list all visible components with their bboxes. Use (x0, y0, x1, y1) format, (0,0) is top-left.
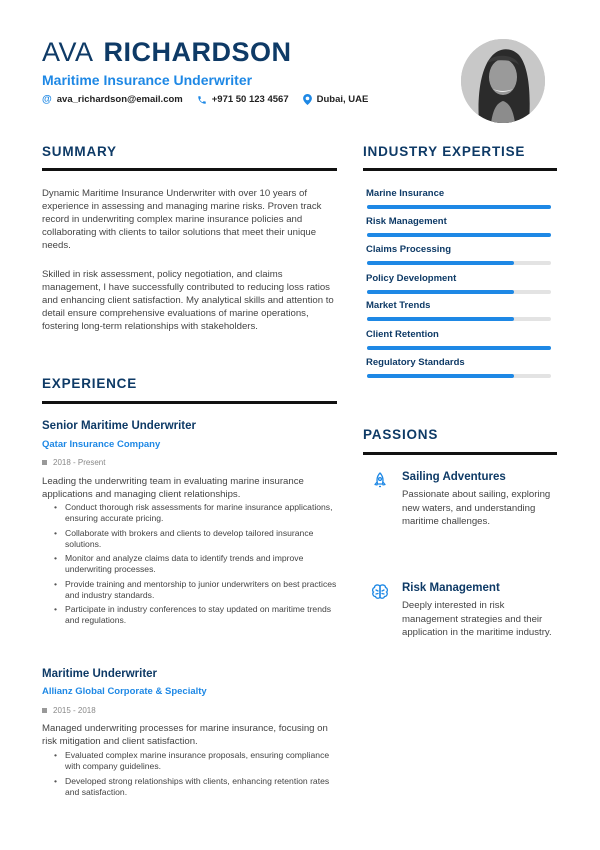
calendar-icon (42, 708, 47, 713)
job-dates-text: 2015 - 2018 (53, 706, 96, 715)
location-text: Dubai, UAE (316, 94, 369, 105)
job-description: Leading the underwriting team in evaluating marine insurance applications and managing client relationships. (42, 476, 304, 500)
skill-item (366, 244, 552, 265)
job-company: Qatar Insurance Company (42, 439, 161, 450)
skill-item (366, 300, 552, 321)
skill-label: Claims Processing (366, 244, 452, 255)
skill-item (366, 216, 552, 237)
profile-photo (461, 39, 545, 123)
last-name: RICHARDSON (103, 37, 292, 67)
summary-paragraph-1: Dynamic Maritime Insurance Underwriter with over 10 years of experience in assessing and managing marine risks. Proven track record in underwriting complex marine insurance policies and collaborating with clients to tailor solutions that meet their unique needs. (42, 188, 322, 251)
skill-bar-track (367, 346, 551, 350)
skill-label: Policy Development (366, 273, 457, 284)
job-bullets (52, 750, 340, 801)
job-company: Allianz Global Corporate & Specialty (42, 686, 207, 697)
passion-title: Sailing Adventures (402, 471, 506, 483)
job-title: Maritime Underwriter (42, 668, 158, 680)
passion-description: Deeply interested in risk management strategies and their application in the maritime industry. (402, 600, 552, 638)
skill-item (366, 357, 552, 378)
passion-title: Risk Management (402, 582, 500, 594)
phone-icon (197, 95, 207, 105)
contact-phone[interactable] (197, 94, 289, 105)
skill-bar-fill (367, 233, 551, 237)
job-bullet: • Conduct thorough risk assessments for marine insurance applications, ensuring accurate pricing. (52, 502, 340, 524)
skill-bar-fill (367, 317, 514, 321)
skill-label: Client Retention (366, 329, 439, 340)
location-pin-icon (303, 94, 312, 105)
skill-item (366, 273, 552, 294)
contact-email[interactable] (42, 94, 183, 105)
expertise-heading: INDUSTRY EXPERTISE (363, 144, 526, 159)
skill-label: Risk Management (366, 216, 447, 227)
summary-heading: SUMMARY (42, 144, 117, 159)
experience-heading: EXPERIENCE (42, 376, 138, 391)
job-dates-text: 2018 - Present (53, 458, 106, 467)
job-bullet: • Monitor and analyze claims data to identify trends and improve underwriting processes. (52, 553, 340, 575)
job-title-headline: Maritime Insurance Underwriter (42, 72, 253, 88)
job-title: Senior Maritime Underwriter (42, 420, 197, 432)
job-dates (42, 458, 105, 467)
skill-label: Marine Insurance (366, 188, 445, 199)
skill-bar-track (367, 317, 551, 321)
candidate-name (42, 36, 292, 68)
phone-text: +971 50 123 4567 (211, 94, 289, 105)
experience-divider (42, 401, 337, 404)
skill-bar-fill (367, 374, 514, 378)
passions-heading: PASSIONS (363, 427, 439, 442)
skill-bar-fill (367, 290, 514, 294)
job-bullet: • Evaluated complex marine insurance proposals, ensuring compliance with company guidelines. (52, 750, 340, 772)
expertise-divider (363, 168, 557, 171)
skill-bar-fill (367, 205, 551, 209)
passion-description: Passionate about sailing, exploring new waters, and understanding maritime challenges. (402, 489, 551, 527)
skill-bar-track (367, 205, 551, 209)
email-text: ava_richardson@email.com (56, 94, 183, 105)
job-description: Managed underwriting processes for marine insurance, focusing on risk mitigation and client satisfaction. (42, 723, 328, 747)
skill-label: Market Trends (366, 300, 431, 311)
skill-bar-track (367, 233, 551, 237)
job-bullet: • Developed strong relationships with clients, enhancing retention rates and satisfaction. (52, 776, 340, 798)
skill-item (366, 188, 552, 209)
contact-location (303, 94, 369, 105)
brain-icon (370, 582, 390, 602)
summary-paragraph-2: Skilled in risk assessment, policy negotiation, and claims management, I have successfully contributed to reducing loss ratios and enhancing client satisfaction. My analytical skills and attention to detail ensure comprehensive evaluations of marine operations, fostering long-term relationships with stakeholders. (42, 269, 334, 332)
skill-bar-track (367, 290, 551, 294)
calendar-icon (42, 460, 47, 465)
job-bullet: • Participate in industry conferences to stay updated on maritime trends and regulations. (52, 604, 340, 626)
skill-bar-track (367, 261, 551, 265)
job-bullets (52, 502, 340, 630)
summary-divider (42, 168, 337, 171)
contact-info (42, 94, 382, 105)
skill-item (366, 329, 552, 350)
job-bullet: • Collaborate with brokers and clients to develop tailored insurance solutions. (52, 528, 340, 550)
passions-divider (363, 452, 557, 455)
at-icon: @ (42, 94, 52, 105)
job-dates (42, 706, 96, 715)
skill-bar-fill (367, 346, 551, 350)
job-bullet: • Provide training and mentorship to junior underwriters on best practices and industry standards. (52, 579, 340, 601)
skill-label: Regulatory Standards (366, 357, 465, 368)
rocket-icon (370, 471, 390, 491)
first-name: AVA (42, 37, 94, 67)
skill-bar-track (367, 374, 551, 378)
skill-bar-fill (367, 261, 514, 265)
